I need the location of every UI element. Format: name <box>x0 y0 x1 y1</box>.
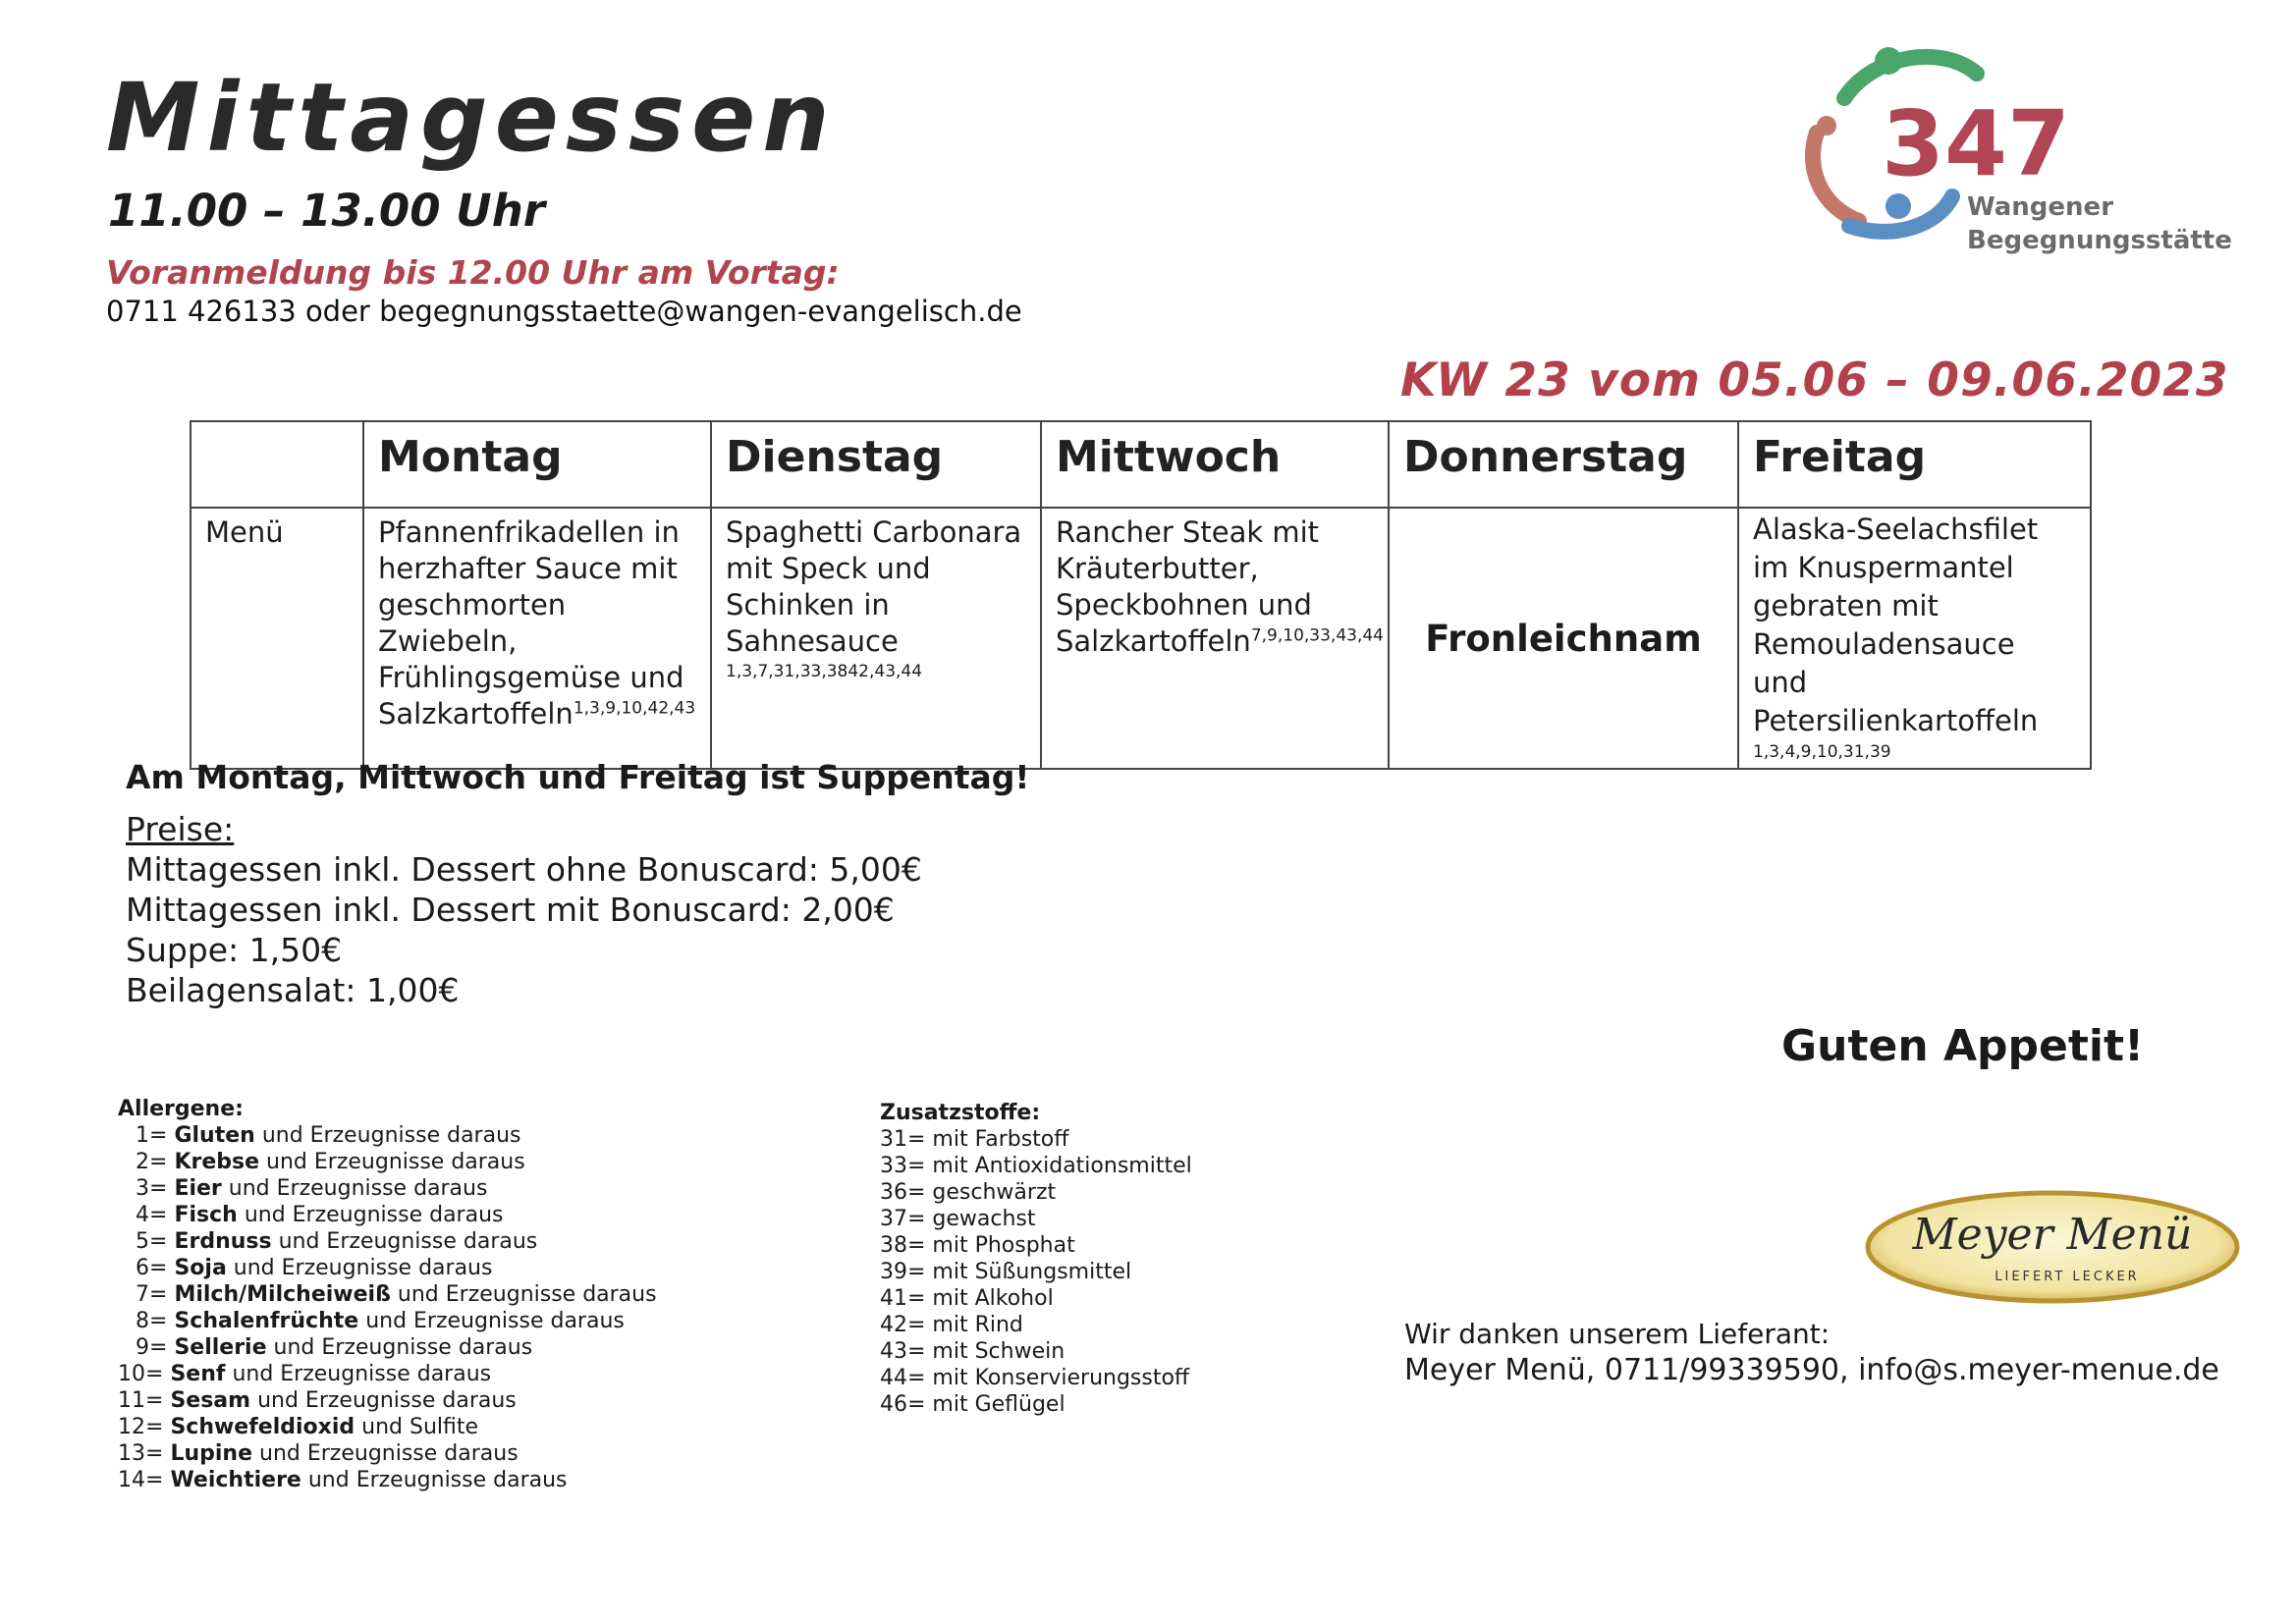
allergen-rest: und Erzeugnisse daraus <box>266 1150 525 1174</box>
additive-item: 44= mit Konservierungsstoff <box>880 1366 1190 1390</box>
allergen-rest: und Erzeugnisse daraus <box>278 1229 538 1254</box>
allergen-item <box>118 1228 657 1255</box>
allergen-item <box>118 1202 657 1228</box>
logo-number: 347 <box>1882 91 2071 196</box>
allergen-number: 13= <box>118 1441 164 1466</box>
additive-item: 43= mit Schwein <box>880 1339 1066 1364</box>
allergen-number: 1= <box>136 1123 168 1148</box>
additive-item: 39= mit Süßungsmittel <box>880 1260 1132 1284</box>
allergen-number: 11= <box>118 1388 164 1413</box>
additive-item: 46= mit Geflügel <box>880 1392 1066 1417</box>
allergen-name: Sellerie <box>174 1335 267 1360</box>
allergen-name: Erdnuss <box>174 1229 272 1254</box>
allergen-name: Schwefeldioxid <box>170 1415 355 1439</box>
opening-hours: 11.00 – 13.00 Uhr <box>108 185 545 237</box>
dish-text: Rancher Steak mit Kräuterbutter, Speckbohnen und Salzkartoffeln <box>1056 515 1320 658</box>
holiday-donnerstag: Fronleichnam <box>1389 508 1738 769</box>
day-header-freitag: Freitag <box>1738 421 2091 508</box>
allergen-name: Lupine <box>170 1441 252 1466</box>
allergen-codes: 1,3,4,9,10,31,39 <box>1753 742 1891 762</box>
dish-freitag <box>1738 508 2091 769</box>
allergen-number: 5= <box>136 1229 168 1254</box>
allergen-number: 3= <box>136 1176 168 1201</box>
allergen-items <box>118 1122 657 1493</box>
allergen-name: Gluten <box>174 1123 255 1148</box>
allergen-rest: und Erzeugnisse daraus <box>259 1441 519 1466</box>
logo-subtitle-line2: Begegnungsstätte <box>1967 226 2232 255</box>
additive-items <box>880 1126 1192 1418</box>
allergen-number: 10= <box>118 1362 164 1386</box>
allergen-name: Soja <box>174 1256 227 1280</box>
allergen-list <box>118 1096 657 1493</box>
allergen-name: Senf <box>170 1362 226 1386</box>
allergen-name: Sesam <box>170 1388 251 1413</box>
additive-item: 36= geschwärzt <box>880 1180 1057 1205</box>
logo-subtitle-line1: Wangener <box>1967 192 2114 222</box>
allergen-name: Eier <box>174 1176 222 1201</box>
menu-header-row <box>191 421 2091 508</box>
allergen-rest: und Erzeugnisse daraus <box>307 1468 568 1492</box>
allergen-item <box>118 1387 657 1414</box>
allergen-name: Schalenfrüchte <box>174 1309 359 1333</box>
additive-item: 42= mit Rind <box>880 1313 1023 1337</box>
day-header-dienstag: Dienstag <box>711 421 1041 508</box>
allergen-rest: und Sulfite <box>361 1415 479 1439</box>
allergen-item <box>118 1149 657 1175</box>
price-item: Mittagessen inkl. Dessert ohne Bonuscard: 5,00€ <box>126 850 922 889</box>
allergen-item <box>118 1414 657 1440</box>
menu-row <box>191 508 2091 769</box>
price-item: Beilagensalat: 1,00€ <box>126 971 460 1009</box>
allergen-item <box>118 1175 657 1202</box>
allergen-name: Fisch <box>174 1203 238 1227</box>
calendar-week: KW 23 vom 05.06 – 09.06.2023 <box>1400 353 2229 407</box>
supplier-thanks: Wir danken unserem Lieferant: <box>1404 1318 1831 1350</box>
allergen-number: 9= <box>136 1335 168 1360</box>
contact-info: 0711 426133 oder begegnungsstaette@wangen-evangelisch.de <box>106 295 1022 328</box>
allergen-name: Krebse <box>174 1150 260 1174</box>
allergen-rest: und Erzeugnisse daraus <box>232 1362 492 1386</box>
meyer-logo-name: Meyer Menü <box>1912 1210 2193 1260</box>
allergen-rest: und Erzeugnisse daraus <box>273 1335 533 1360</box>
allergen-number: 4= <box>136 1203 168 1227</box>
soup-day-note: Am Montag, Mittwoch und Freitag ist Suppentag! <box>126 758 1030 796</box>
allergen-heading: Allergene: <box>118 1097 244 1121</box>
allergen-rest: und Erzeugnisse daraus <box>233 1256 493 1280</box>
allergen-number: 14= <box>118 1468 164 1492</box>
allergen-number: 12= <box>118 1415 164 1439</box>
preregistration-note: Voranmeldung bis 12.00 Uhr am Vortag: <box>106 253 840 292</box>
allergen-rest: und Erzeugnisse daraus <box>261 1123 521 1148</box>
dish-text: Spaghetti Carbonara mit Speck und Schinken in Sahnesauce <box>726 515 1022 658</box>
dish-text: Alaska-Seelachsfilet im Knuspermantel gebraten mit Remouladensauce und Petersilienkartoffeln <box>1753 513 2039 737</box>
allergen-item <box>118 1467 657 1493</box>
dish-dienstag <box>711 508 1041 769</box>
allergen-item <box>118 1361 657 1387</box>
additive-heading: Zusatzstoffe: <box>880 1101 1041 1125</box>
allergen-codes: 1,3,7,31,33,3842,43,44 <box>726 662 923 681</box>
additive-item: 37= gewachst <box>880 1207 1036 1231</box>
price-list <box>126 809 922 1010</box>
allergen-item <box>118 1308 657 1334</box>
dish-text: Pfannenfrikadellen in herzhafter Sauce mit geschmorten Zwiebeln, Frühlingsgemüse und Salzkartoffeln <box>378 515 684 731</box>
additive-item: 31= mit Farbstoff <box>880 1127 1069 1152</box>
page-title: Mittagessen <box>106 63 837 173</box>
allergen-item <box>118 1255 657 1281</box>
allergen-number: 8= <box>136 1309 168 1333</box>
day-header-montag: Montag <box>363 421 711 508</box>
day-header-mittwoch: Mittwoch <box>1041 421 1389 508</box>
weekly-menu-table <box>190 420 2092 770</box>
allergen-number: 6= <box>136 1256 168 1280</box>
header-empty-cell <box>191 421 363 508</box>
dish-montag <box>363 508 711 769</box>
day-header-donnerstag: Donnerstag <box>1389 421 1738 508</box>
price-item: Mittagessen inkl. Dessert mit Bonuscard: 2,00€ <box>126 891 895 929</box>
meyer-menue-logo <box>1861 1188 2244 1306</box>
allergen-item <box>118 1440 657 1467</box>
allergen-name: Weichtiere <box>170 1468 301 1492</box>
allergen-number: 7= <box>136 1282 168 1307</box>
additive-list <box>880 1100 1192 1418</box>
price-heading: Preise: <box>126 810 235 848</box>
allergen-codes: 7,9,10,33,43,44 <box>1250 625 1384 646</box>
allergen-item <box>118 1281 657 1308</box>
allergen-rest: und Erzeugnisse daraus <box>257 1388 517 1413</box>
allergen-number: 2= <box>136 1150 168 1174</box>
allergen-name: Milch/Milcheiweiß <box>174 1282 391 1307</box>
allergen-rest: und Erzeugnisse daraus <box>244 1203 504 1227</box>
supplier-details: Meyer Menü, 0711/99339590, info@s.meyer-menue.de <box>1404 1353 2219 1387</box>
additive-item: 38= mit Phosphat <box>880 1233 1075 1258</box>
additive-item: 41= mit Alkohol <box>880 1286 1054 1311</box>
allergen-item <box>118 1334 657 1361</box>
allergen-rest: und Erzeugnisse daraus <box>228 1176 488 1201</box>
menu-row-label: Menü <box>191 508 363 769</box>
price-item: Suppe: 1,50€ <box>126 931 343 969</box>
additive-item: 33= mit Antioxidationsmittel <box>880 1154 1192 1178</box>
allergen-item <box>118 1122 657 1149</box>
dish-mittwoch <box>1041 508 1389 769</box>
greeting: Guten Appetit! <box>1781 1021 2145 1071</box>
allergen-rest: und Erzeugnisse daraus <box>365 1309 625 1333</box>
allergen-codes: 1,3,9,10,42,43 <box>573 698 696 719</box>
meyer-logo-tagline: LIEFERT LECKER <box>1995 1270 2140 1284</box>
allergen-rest: und Erzeugnisse daraus <box>397 1282 657 1307</box>
